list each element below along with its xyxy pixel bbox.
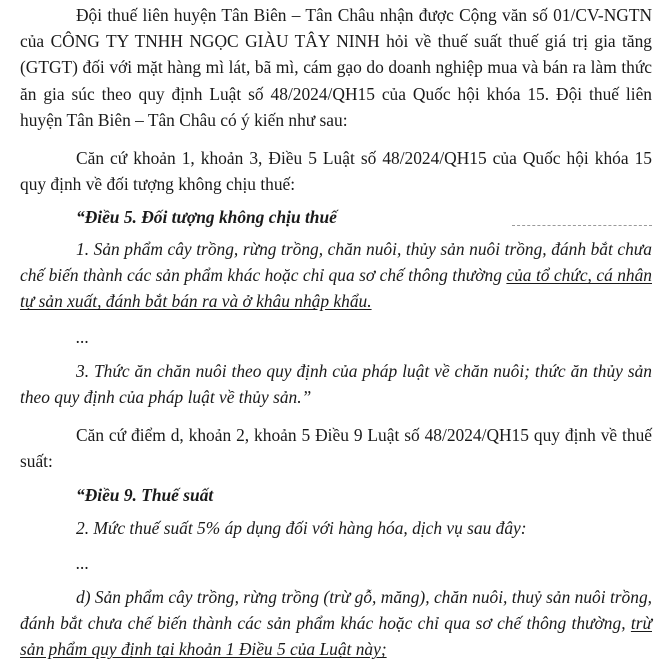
- article-9-clause-2: 2. Mức thuế suất 5% áp dụng đối với hàng hóa, dịch vụ sau đây:: [76, 518, 527, 538]
- clause-1-underlined-text: của tổ chức, cá nhân tự sản xuất, đánh bắt bán ra và ở khâu nhập khẩu.: [20, 265, 652, 312]
- article-5-clause-1: [20, 236, 652, 315]
- ellipsis-2: ...: [76, 553, 90, 573]
- scan-artifact-line: [512, 225, 652, 227]
- legal-basis-article-5: Căn cứ khoản 1, khoản 3, Điều 5 Luật số 48/2024/QH15 của Quốc hội khóa 15 quy định về đối tượng không chịu thuế:: [20, 148, 652, 195]
- intro-paragraph: Đội thuế liên huyện Tân Biên – Tân Châu nhận được Cộng văn số 01/CV-NGTN của CÔNG TY TNHH NGỌC GIÀU TÂY NINH hỏi về thuế suất thuế giá trị gia tăng (GTGT) đối với mặt hàng mì lát, bã mì, cám gạo do doanh nghiệp mua và bán ra làm thức ăn gia súc theo quy định Luật số 48/2024/QH15 của Quốc hội khóa 15. Đội thuế liên huyện Tân Biên – Tân Châu có ý kiến như sau:: [20, 5, 652, 130]
- point-d-underlined-text: trừ sản phẩm quy định tại khoản 1 Điều 5 của Luật này;: [20, 613, 652, 660]
- article-9-point-d: [20, 584, 652, 663]
- article-5-clause-3: 3. Thức ăn chăn nuôi theo quy định của pháp luật về chăn nuôi; thức ăn thủy sản theo quy định của pháp luật về thủy sản.”: [20, 361, 652, 408]
- point-d-text: d) Sản phẩm cây trồng, rừng trồng (trừ gỗ, măng), chăn nuôi, thuỷ sản nuôi trồng, đánh bắt chưa chế biến thành các sản phẩm khác hoặc chỉ qua sơ chế thông thường,: [20, 587, 652, 634]
- clause-1-text: 1. Sản phẩm cây trồng, rừng trồng, chăn nuôi, thủy sản nuôi trồng, đánh bắt chưa chế biến thành các sản phẩm khác hoặc chỉ qua sơ chế thông thường: [20, 239, 652, 286]
- article-9-heading: “Điều 9. Thuế suất: [76, 485, 214, 505]
- ellipsis-1: ...: [76, 327, 90, 347]
- article-5-heading: “Điều 5. Đối tượng không chịu thuế: [76, 207, 337, 227]
- legal-basis-article-9: Căn cứ điểm d, khoản 2, khoản 5 Điều 9 Luật số 48/2024/QH15 quy định về thuế suất:: [20, 425, 652, 472]
